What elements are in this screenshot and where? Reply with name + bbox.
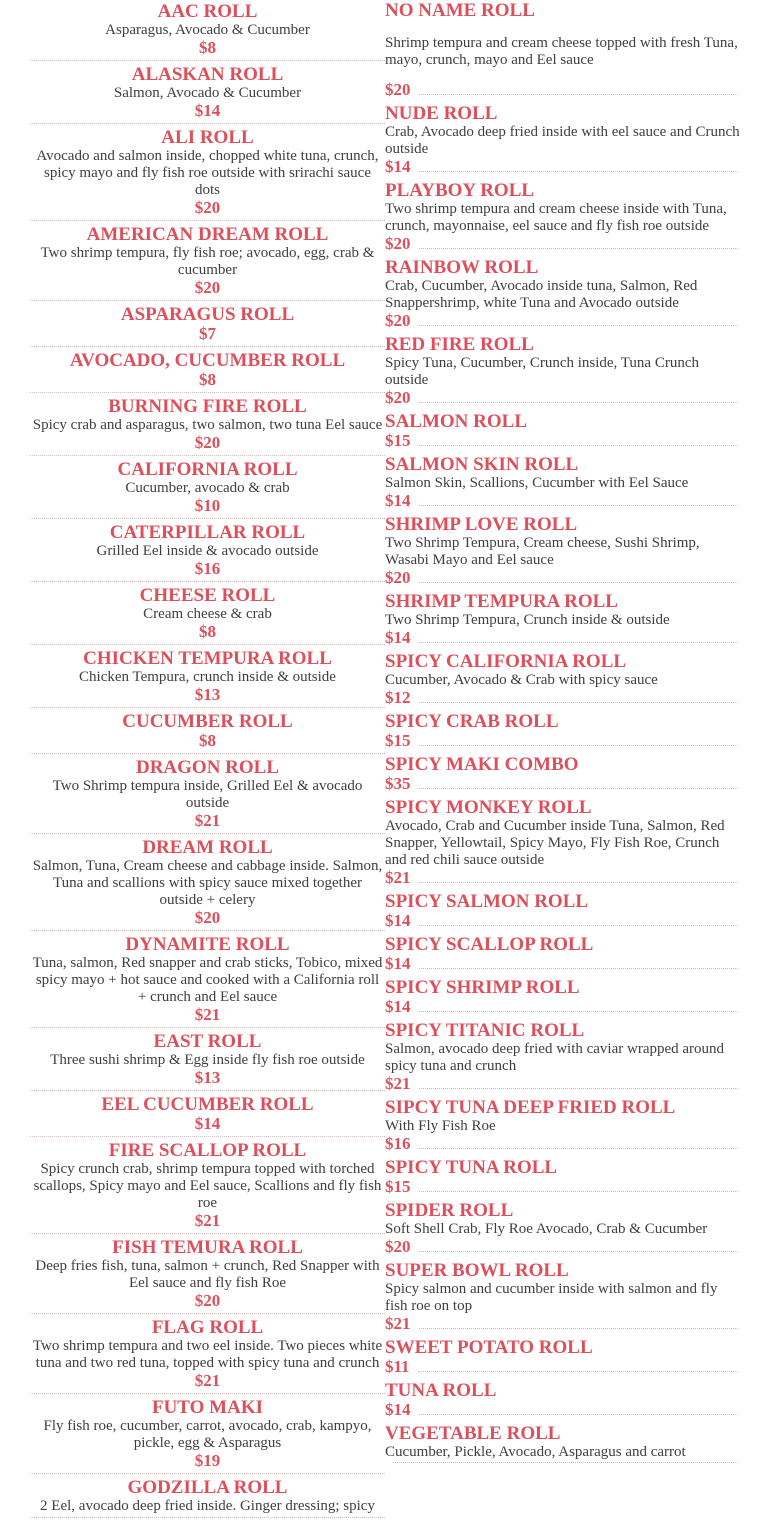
- item-description: Shrimp tempura and cream cheese topped with fresh Tuna, mayo, crunch, mayo and Eel sauce: [385, 35, 738, 68]
- menu-item: [385, 977, 740, 1016]
- menu-item: [385, 1200, 740, 1256]
- item-price: $14: [385, 997, 411, 1016]
- item-name: SPICY CRAB ROLL: [385, 711, 559, 732]
- menu-column-left: [30, 0, 385, 1520]
- item-price-row: [30, 102, 385, 121]
- price-leader-line: [418, 1370, 738, 1372]
- price-leader-line: [419, 93, 739, 95]
- item-price: $14: [194, 101, 221, 120]
- price-leader-line: [419, 924, 739, 926]
- price-leader-line: [419, 1190, 739, 1192]
- menu-item: [385, 180, 740, 253]
- menu-item: [385, 1020, 740, 1093]
- price-leader-line: [419, 787, 739, 789]
- item-name: SPICY TITANIC ROLL: [385, 1020, 585, 1041]
- item-price-row: [30, 1115, 385, 1134]
- menu-item: [30, 584, 385, 645]
- item-price-row: [385, 432, 740, 450]
- item-price: $13: [194, 685, 221, 704]
- price-leader-line: [419, 967, 739, 969]
- item-name: DYNAMITE ROLL: [125, 934, 290, 955]
- price-leader-line: [419, 1250, 739, 1252]
- item-price-row: [30, 623, 385, 642]
- menu-item: [385, 0, 740, 99]
- item-description: Grilled Eel inside & avocado outside: [96, 543, 319, 559]
- item-price-row: [385, 998, 740, 1016]
- item-price-row: [30, 1452, 385, 1471]
- price-leader-line: [419, 1147, 739, 1149]
- item-price-row: [30, 812, 385, 831]
- item-price: $20: [194, 908, 221, 927]
- item-description: Spicy crunch crab, shrimp tempura topped with torched scallops, Spicy mayo and Eel sauce, Scallions and fly fish roe: [33, 1161, 382, 1211]
- item-name: TUNA ROLL: [385, 1380, 497, 1401]
- menu-item: [385, 411, 740, 450]
- menu-item: [385, 334, 740, 407]
- item-price: $20: [385, 388, 411, 407]
- item-name: BURNING FIRE ROLL: [108, 396, 307, 417]
- item-price: $20: [385, 568, 411, 587]
- menu-item: [30, 0, 385, 61]
- item-name: SPICY MAKI COMBO: [385, 754, 579, 775]
- item-price: $21: [194, 1211, 221, 1230]
- item-name: SWEET POTATO ROLL: [385, 1337, 593, 1358]
- item-price-row: [385, 955, 740, 973]
- item-price: $21: [194, 811, 221, 830]
- item-description: Three sushi shrimp & Egg inside fly fish roe outside: [50, 1052, 365, 1068]
- item-name: GODZILLA ROLL: [127, 1477, 288, 1498]
- item-name: SUPER BOWL ROLL: [385, 1260, 569, 1281]
- item-name: SPICY SCALLOP ROLL: [385, 934, 594, 955]
- item-price-row: [385, 1461, 740, 1467]
- menu-item: [30, 63, 385, 124]
- item-name: AMERICAN DREAM ROLL: [86, 224, 329, 245]
- item-price-row: [30, 1006, 385, 1025]
- item-price-row: [385, 492, 740, 510]
- item-description: Soft Shell Crab, Fly Roe Avocado, Crab & Cucumber: [385, 1221, 708, 1237]
- price-leader-line: [419, 247, 739, 249]
- item-name: EEL CUCUMBER ROLL: [101, 1094, 314, 1115]
- item-price: $14: [385, 628, 411, 647]
- menu-item: [385, 711, 740, 750]
- item-price-row: [30, 1069, 385, 1088]
- menu-item: [30, 1476, 385, 1518]
- item-price-row: [385, 235, 740, 253]
- item-description: Crab, Avocado deep fried inside with eel sauce and Crunch outside: [385, 124, 740, 157]
- item-price-row: [30, 732, 385, 751]
- item-description: Cucumber, Pickle, Avocado, Asparagus and carrot: [385, 1444, 686, 1460]
- item-price: $21: [194, 1005, 221, 1024]
- menu-item: [385, 591, 740, 647]
- item-price-row: [385, 775, 740, 793]
- item-price: $7: [199, 324, 216, 343]
- item-name: SHRIMP TEMPURA ROLL: [385, 591, 618, 612]
- item-name: DRAGON ROLL: [135, 757, 280, 778]
- item-price-row: [385, 689, 740, 707]
- item-description: Two shrimp tempura, fly fish roe; avocado, egg, crab & cucumber: [40, 245, 375, 278]
- item-price: $8: [199, 731, 216, 750]
- item-price-row: [30, 279, 385, 298]
- price-leader-line: [393, 1461, 738, 1463]
- item-name: FISH TEMURA ROLL: [112, 1237, 303, 1258]
- item-name: CHICKEN TEMPURA ROLL: [83, 648, 332, 669]
- item-price-row: [385, 629, 740, 647]
- item-price-row: [30, 325, 385, 344]
- menu-item: [385, 797, 740, 887]
- price-leader-line: [419, 401, 739, 403]
- item-name: SALMON SKIN ROLL: [385, 454, 579, 475]
- menu-item: [385, 651, 740, 707]
- item-description: Chicken Tempura, crunch inside & outside: [79, 669, 336, 685]
- item-price: $21: [194, 1371, 221, 1390]
- item-price-row: [30, 371, 385, 390]
- item-price: $20: [385, 311, 411, 330]
- item-name: CUCUMBER ROLL: [122, 711, 293, 732]
- item-price: $20: [194, 433, 221, 452]
- item-price: $20: [194, 1291, 221, 1310]
- item-name: SHRIMP LOVE ROLL: [385, 514, 578, 535]
- item-description: Avocado, Crab and Cucumber inside Tuna, Salmon, Red Snapper, Yellowtail, Spicy Mayo, Fly Fish Roe, Crunch and red chili sauce outside: [385, 818, 725, 868]
- menu-item: [385, 1337, 740, 1376]
- item-price: $14: [385, 157, 411, 176]
- item-name: NO NAME ROLL: [385, 0, 535, 21]
- price-leader-line: [419, 504, 739, 506]
- item-name: SPICY SALMON ROLL: [385, 891, 589, 912]
- menu-item: [30, 647, 385, 708]
- item-description: Salmon Skin, Scallions, Cucumber with Eel Sauce: [385, 475, 689, 491]
- price-leader-line: [419, 444, 739, 446]
- item-name: NUDE ROLL: [385, 103, 498, 124]
- item-price: $8: [199, 622, 216, 641]
- price-leader-line: [419, 641, 739, 643]
- item-description: Cucumber, Avocado & Crab with spicy sauce: [385, 672, 658, 688]
- item-price: $11: [385, 1357, 410, 1376]
- menu-item: [385, 454, 740, 510]
- item-name: ALI ROLL: [161, 127, 254, 148]
- menu-item: [385, 514, 740, 587]
- menu-item: [385, 257, 740, 330]
- menu-item: [30, 933, 385, 1028]
- item-name: ASPARAGUS ROLL: [120, 304, 295, 325]
- item-description: Asparagus, Avocado & Cucumber: [105, 22, 310, 38]
- item-price: $15: [385, 431, 411, 450]
- item-name: RAINBOW ROLL: [385, 257, 539, 278]
- menu-item: [385, 103, 740, 176]
- item-description: Two shrimp tempura and two eel inside. Two pieces white tuna and two red tuna, topped with spicy tuna and crunch: [32, 1338, 383, 1371]
- item-price: $19: [194, 1451, 221, 1470]
- item-name: CHEESE ROLL: [139, 585, 276, 606]
- item-price-row: [30, 1372, 385, 1391]
- menu-item: [30, 1093, 385, 1137]
- item-description: Crab, Cucumber, Avocado inside tuna, Salmon, Red Snappershrimp, white Tuna and Avocado outside: [385, 278, 698, 311]
- item-price-row: [385, 312, 740, 330]
- item-description: Salmon, Tuna, Cream cheese and cabbage inside. Salmon, Tuna and scallions with spicy sauce mixed together outside + celery: [32, 858, 383, 908]
- item-description: Spicy salmon and cucumber inside with salmon and fly fish roe on top: [385, 1281, 718, 1314]
- item-price: $20: [385, 80, 411, 99]
- item-description: Salmon, avocado deep fried with caviar wrapped around spicy tuna and crunch: [385, 1041, 725, 1074]
- item-price: $14: [194, 1114, 221, 1133]
- price-leader-line: [419, 324, 739, 326]
- menu-item: [30, 710, 385, 754]
- item-name: SALMON ROLL: [385, 411, 527, 432]
- item-price: $15: [385, 731, 411, 750]
- price-leader-line: [419, 1413, 739, 1415]
- item-description: Cucumber, avocado & crab: [125, 480, 290, 496]
- item-price: $16: [385, 1134, 411, 1153]
- menu-item: [30, 1396, 385, 1474]
- item-description: Salmon, Avocado & Cucumber: [113, 85, 302, 101]
- item-price: $12: [385, 688, 411, 707]
- item-name: PLAYBOY ROLL: [385, 180, 535, 201]
- item-price: $16: [194, 559, 221, 578]
- item-name: EAST ROLL: [153, 1031, 262, 1052]
- item-name: SPICY SHRIMP ROLL: [385, 977, 580, 998]
- item-name: CATERPILLAR ROLL: [109, 522, 306, 543]
- menu-item: [30, 756, 385, 834]
- price-leader-line: [419, 1327, 739, 1329]
- item-price: $14: [385, 911, 411, 930]
- item-price: $20: [194, 198, 221, 217]
- item-price-row: [30, 909, 385, 928]
- item-price-row: [30, 1212, 385, 1231]
- menu-item: [30, 1030, 385, 1091]
- menu-item: [30, 349, 385, 393]
- menu-item: [30, 126, 385, 221]
- item-description: With Fly Fish Roe: [385, 1118, 496, 1134]
- menu-item: [30, 458, 385, 519]
- item-price: $10: [194, 496, 221, 515]
- item-name: SIPCY TUNA DEEP FRIED ROLL: [385, 1097, 676, 1118]
- item-name: FLAG ROLL: [151, 1317, 264, 1338]
- item-price: $20: [385, 234, 411, 253]
- item-description: Spicy Tuna, Cucumber, Crunch inside, Tuna Crunch outside: [385, 355, 699, 388]
- menu-item: [30, 223, 385, 301]
- item-price-row: [385, 869, 740, 887]
- price-leader-line: [419, 881, 739, 883]
- item-name: SPICY CALIFORNIA ROLL: [385, 651, 627, 672]
- item-description: Spicy crab and asparagus, two salmon, two tuna Eel sauce: [32, 417, 383, 433]
- menu-item: [30, 1139, 385, 1234]
- menu-item: [385, 1157, 740, 1196]
- menu-item: [385, 1423, 740, 1467]
- price-leader-line: [419, 1087, 739, 1089]
- item-price-row: [30, 39, 385, 58]
- item-price: $14: [385, 491, 411, 510]
- item-name: FIRE SCALLOP ROLL: [108, 1140, 307, 1161]
- item-price: $21: [385, 1314, 411, 1333]
- item-price: $20: [385, 1237, 411, 1256]
- item-name: SPICY MONKEY ROLL: [385, 797, 592, 818]
- item-price: $20: [194, 278, 221, 297]
- menu-item: [385, 934, 740, 973]
- menu-item: [30, 836, 385, 931]
- item-name: CALIFORNIA ROLL: [117, 459, 298, 480]
- item-price-row: [385, 1238, 740, 1256]
- item-price: $8: [199, 38, 216, 57]
- menu-item: [30, 303, 385, 347]
- item-name: RED FIRE ROLL: [385, 334, 534, 355]
- menu-item: [30, 1236, 385, 1314]
- item-price-row: [385, 1401, 740, 1419]
- item-price-row: [30, 497, 385, 516]
- menu-column-right: [385, 0, 740, 1520]
- item-price-row: [385, 1315, 740, 1333]
- item-price-row: [30, 199, 385, 218]
- item-price-row: [385, 1358, 740, 1376]
- price-leader-line: [419, 581, 739, 583]
- item-name: DREAM ROLL: [142, 837, 273, 858]
- item-price-row: [385, 569, 740, 587]
- item-price-row: [30, 434, 385, 453]
- item-name: AVOCADO, CUCUMBER ROLL: [69, 350, 346, 371]
- item-name: SPICY TUNA ROLL: [385, 1157, 558, 1178]
- menu-item: [385, 754, 740, 793]
- item-price-row: [385, 912, 740, 930]
- item-description: Cream cheese & crab: [143, 606, 272, 622]
- item-description: Deep fries fish, tuna, salmon + crunch, Red Snapper with Eel sauce and fly fish Roe: [35, 1258, 380, 1291]
- menu-item: [30, 395, 385, 456]
- item-price: $15: [385, 1177, 411, 1196]
- item-description: Tuna, salmon, Red snapper and crab sticks, Tobico, mixed spicy mayo + hot sauce and cooked with a California roll + crunch and Eel sauce: [32, 955, 383, 1005]
- item-price: $8: [199, 370, 216, 389]
- menu-item: [385, 1380, 740, 1419]
- item-description: Two Shrimp Tempura, Crunch inside & outside: [385, 612, 670, 628]
- menu-item: [30, 521, 385, 582]
- menu-item: [385, 1097, 740, 1153]
- item-price-row: [385, 1075, 740, 1093]
- item-price: $13: [194, 1068, 221, 1087]
- item-name: AAC ROLL: [157, 1, 258, 22]
- item-description: Fly fish roe, cucumber, carrot, avocado, crab, kampyo, pickle, egg & Asparagus: [43, 1418, 372, 1451]
- item-description: Two Shrimp tempura inside, Grilled Eel & avocado outside: [52, 778, 363, 811]
- item-price-row: [385, 81, 740, 99]
- item-price-row: [385, 389, 740, 407]
- menu-item: [385, 1260, 740, 1333]
- item-price: $14: [385, 954, 411, 973]
- item-description: Two Shrimp Tempura, Cream cheese, Sushi Shrimp, Wasabi Mayo and Eel sauce: [385, 535, 700, 568]
- item-price: $21: [385, 1074, 411, 1093]
- item-description: Avocado and salmon inside, chopped white tuna, crunch, spicy mayo and fly fish roe outside with srirachi sauce dots: [36, 148, 379, 198]
- item-description: Two shrimp tempura and cream cheese inside with Tuna, crunch, mayonnaise, eel sauce and fly fish roe outside: [385, 201, 727, 234]
- item-price-row: [385, 1178, 740, 1196]
- menu-item: [385, 891, 740, 930]
- price-leader-line: [419, 170, 739, 172]
- item-price-row: [30, 560, 385, 579]
- item-price-row: [30, 686, 385, 705]
- price-leader-line: [419, 701, 739, 703]
- item-name: FUTO MAKI: [151, 1397, 263, 1418]
- item-name: SPIDER ROLL: [385, 1200, 514, 1221]
- item-price-row: [385, 158, 740, 176]
- item-price-row: [30, 1292, 385, 1311]
- item-price: $21: [385, 868, 411, 887]
- item-name: ALASKAN ROLL: [131, 64, 284, 85]
- item-price: $14: [385, 1400, 411, 1419]
- item-description: 2 Eel, avocado deep fried inside. Ginger dressing; spicy: [40, 1498, 375, 1514]
- price-leader-line: [419, 1010, 739, 1012]
- menu-item: [30, 1316, 385, 1394]
- item-name: VEGETABLE ROLL: [385, 1423, 561, 1444]
- price-leader-line: [419, 744, 739, 746]
- item-price-row: [385, 732, 740, 750]
- item-price: $35: [385, 774, 411, 793]
- item-price-row: [385, 1135, 740, 1153]
